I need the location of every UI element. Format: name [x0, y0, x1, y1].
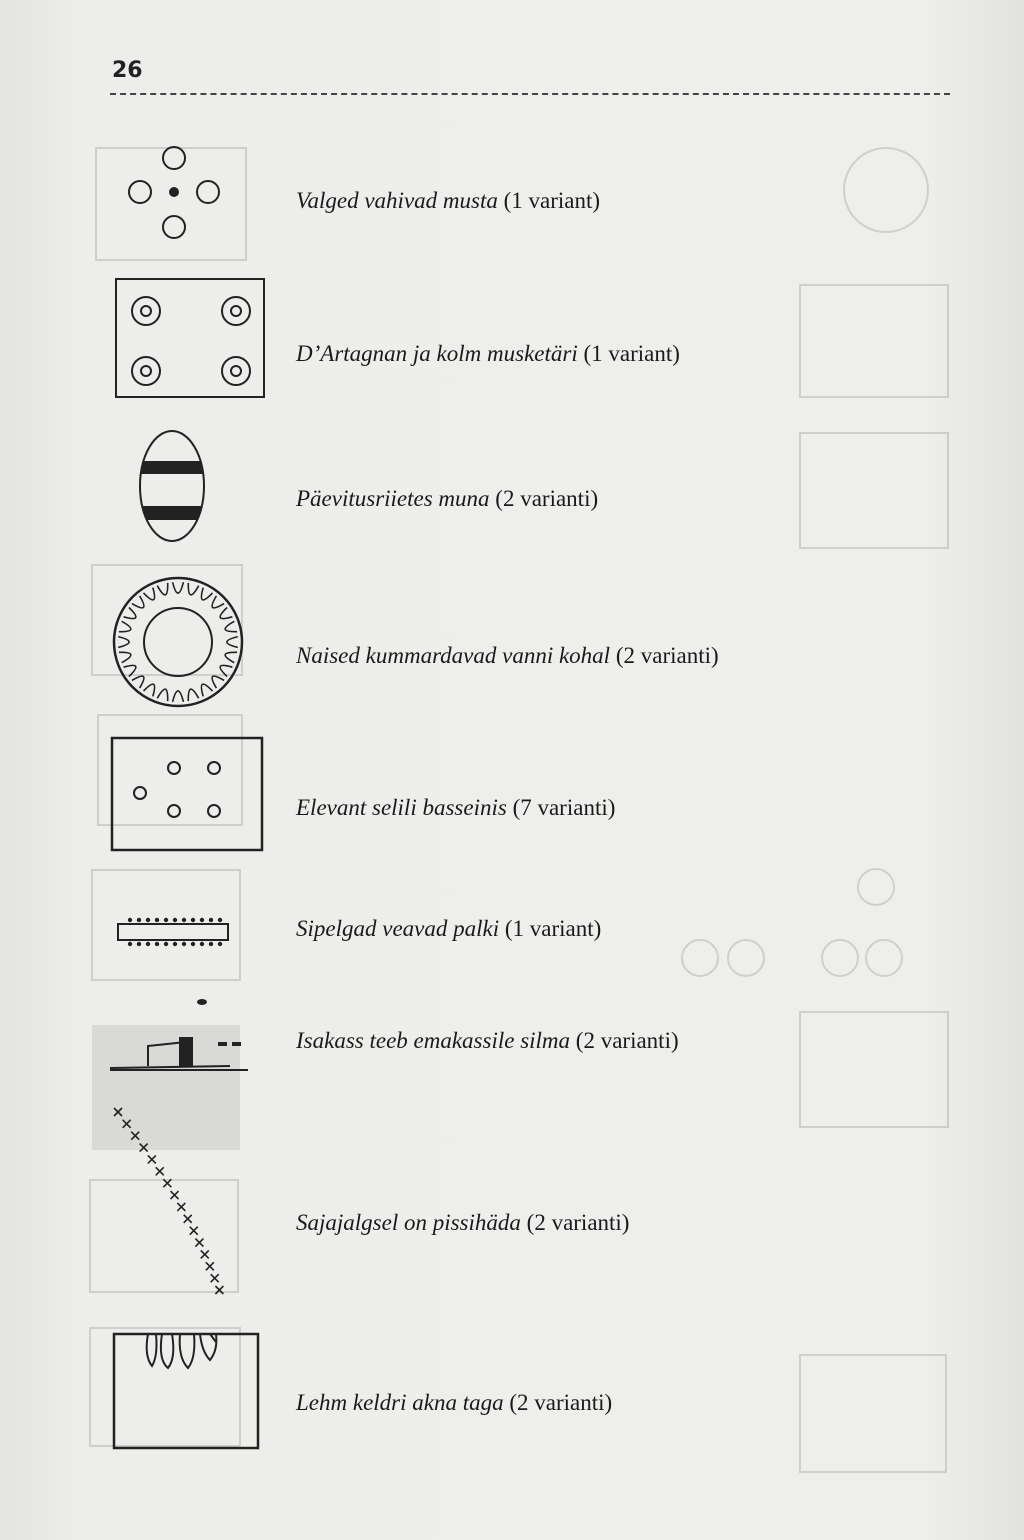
- entry-item: [90, 275, 950, 405]
- entry-caption: Sipelgad veavad palki (1 variant): [296, 916, 602, 941]
- entry-caption: Elevant selili basseinis (7 varianti): [296, 795, 616, 820]
- cat-on-roof-icon: [90, 998, 270, 1078]
- ring-with-figures-icon: [90, 575, 270, 710]
- entry-item: [90, 735, 950, 855]
- header-rule: [110, 93, 950, 95]
- entry-item: [90, 900, 950, 960]
- entry-item: [90, 428, 950, 548]
- circles-around-dot-icon: [90, 140, 250, 250]
- entry-caption: Valged vahivad musta (1 variant): [296, 188, 601, 213]
- entry-caption: Päevitusriietes muna (2 varianti): [296, 486, 599, 511]
- entry-item: [90, 575, 950, 710]
- entry-item: [90, 998, 950, 1078]
- log-with-ants-icon: [90, 900, 270, 960]
- entry-caption: Isakass teeb emakassile silma (2 varianti): [296, 1028, 679, 1053]
- entry-caption: Naised kummardavad vanni kohal (2 varianti): [296, 643, 719, 668]
- cow-at-window-icon: [90, 1330, 270, 1455]
- entry-item: [90, 1100, 950, 1300]
- entry-item: [90, 1330, 950, 1455]
- entry-caption: Sajajalgsel on pissihäda (2 varianti): [296, 1210, 630, 1235]
- four-rings-in-square-icon: [90, 275, 270, 405]
- circles-in-rectangle-icon: [90, 735, 270, 855]
- entry-item: [90, 140, 950, 250]
- entry-caption: D’Artagnan ja kolm musketäri (1 variant): [296, 341, 680, 366]
- crosses-trail-icon: [90, 1100, 270, 1300]
- entry-caption: Lehm keldri akna taga (2 varianti): [296, 1390, 613, 1415]
- page-number: 26: [112, 58, 143, 83]
- striped-egg-icon: [90, 428, 270, 548]
